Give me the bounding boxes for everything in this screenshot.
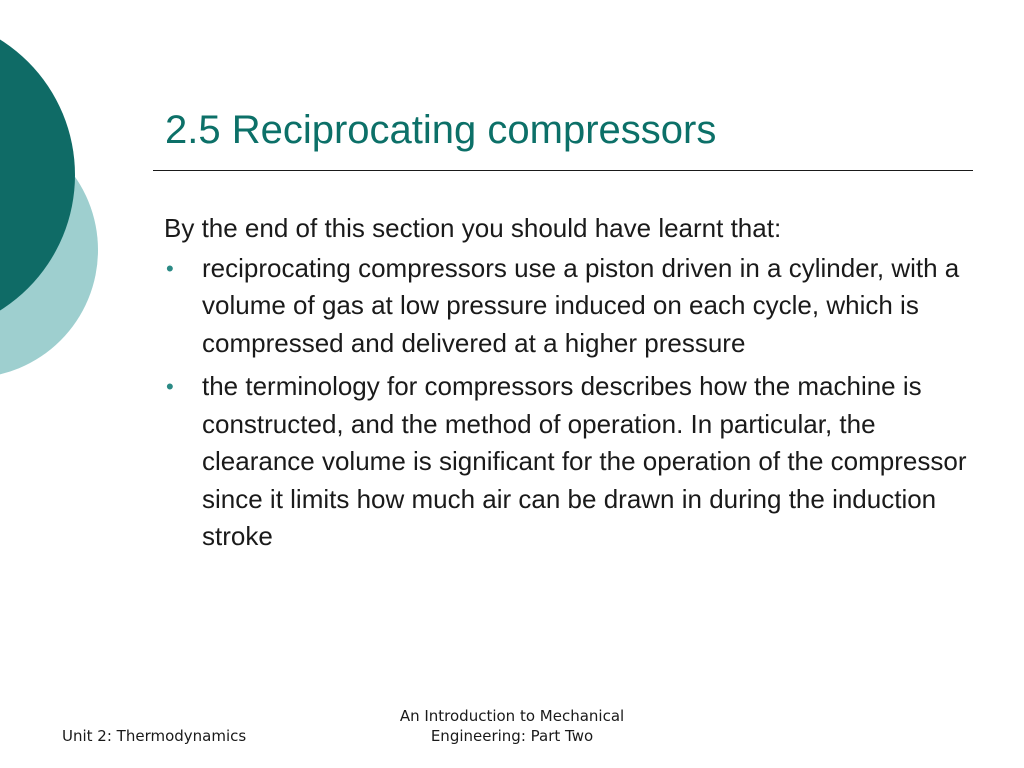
bullet-text: the terminology for compressors describes how the machine is constructed, and the method of operation. In particular, the clearance volume is significant for the operation of the compressor since it limits how much air can be drawn in during the induction stroke — [202, 371, 967, 551]
slide-title: 2.5 Reciprocating compressors — [165, 108, 717, 152]
bullet-item — [164, 368, 974, 556]
intro-text: By the end of this section you should have learnt that: — [164, 213, 782, 243]
bullet-icon: • — [166, 255, 174, 281]
footer-unit-label: Unit 2: Thermodynamics — [62, 727, 247, 745]
title-divider — [153, 170, 973, 171]
bullet-item — [164, 250, 974, 363]
decorative-circles — [0, 0, 110, 420]
bullet-text: reciprocating compressors use a piston driven in a cylinder, with a volume of gas at low pressure induced on each cycle, which is compressed and delivered at a higher pressure — [202, 252, 960, 358]
footer-course-line-2: Engineering: Part Two — [430, 727, 594, 745]
footer-course-line-1: An Introduction to Mechanical — [399, 707, 625, 725]
footer-course-title — [352, 706, 672, 746]
slide-body — [164, 210, 974, 562]
bullet-icon: • — [166, 374, 174, 399]
bullet-list — [164, 250, 974, 556]
